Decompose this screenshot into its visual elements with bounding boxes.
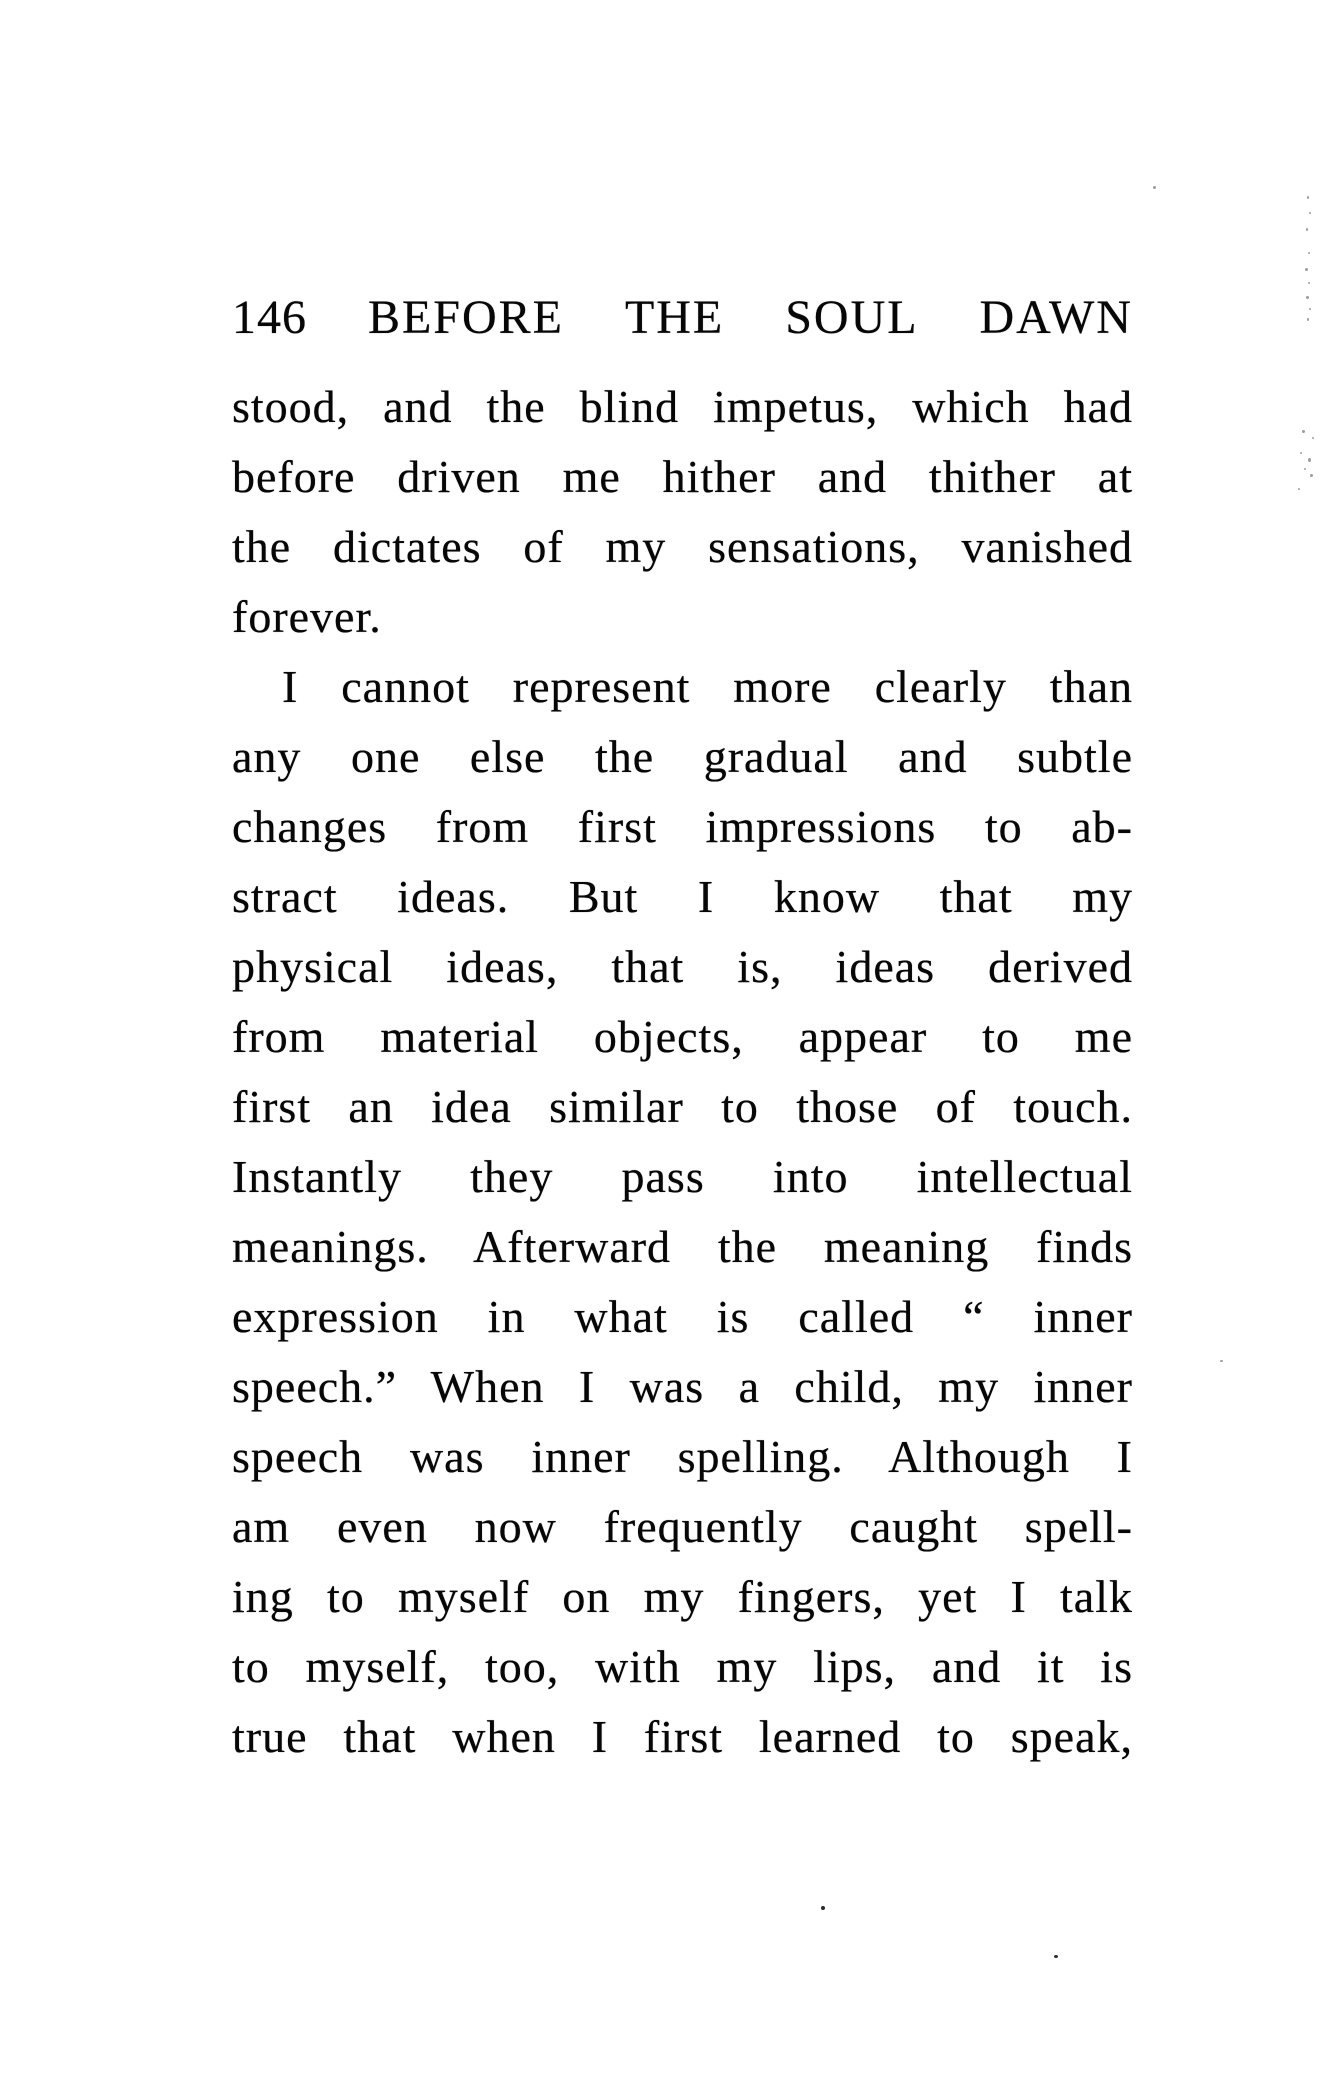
text-line: I cannot represent more clearly than xyxy=(282,661,1133,712)
scan-speck xyxy=(1307,318,1309,321)
text-line: first an idea similar to those of touch. xyxy=(232,1081,1133,1132)
scan-speck xyxy=(1309,308,1311,310)
text-line: from material objects, appear to me xyxy=(232,1011,1133,1062)
running-title-word: DAWN xyxy=(979,291,1133,344)
text-line: expression in what is called “ inner xyxy=(232,1291,1133,1342)
scan-speck xyxy=(1310,474,1313,477)
scan-speck xyxy=(1308,458,1311,462)
text-line: any one else the gradual and subtle xyxy=(232,731,1133,782)
text-line: true that when I first learned to speak, xyxy=(232,1711,1133,1762)
scan-speck xyxy=(1304,468,1306,470)
scan-speck xyxy=(1308,252,1310,254)
running-title-word: BEFORE xyxy=(367,291,564,344)
scan-speck xyxy=(1312,437,1314,439)
page-number: 146 xyxy=(232,291,307,344)
scan-speck xyxy=(1309,212,1311,214)
text-line: the dictates of my sensations, vanished xyxy=(232,521,1133,572)
text-line: Instantly they pass into intellectual xyxy=(232,1151,1133,1202)
running-title-word: SOUL xyxy=(785,291,919,344)
text-line: speech.” When I was a child, my inner xyxy=(232,1361,1133,1412)
text-line: ing to myself on my fingers, yet I talk xyxy=(232,1571,1133,1622)
scan-speck xyxy=(1054,1955,1058,1958)
text-line: stract ideas. But I know that my xyxy=(232,871,1133,922)
scan-speck xyxy=(1307,196,1309,199)
scan-speck xyxy=(1308,282,1310,284)
page-header xyxy=(232,293,1133,343)
scan-speck xyxy=(1300,452,1302,454)
scan-speck xyxy=(821,1906,825,1910)
scan-speck xyxy=(1305,268,1308,271)
text-line: changes from first impressions to ab- xyxy=(232,801,1133,852)
scan-speck xyxy=(1306,296,1309,299)
text-line: before driven me hither and thither at xyxy=(232,451,1133,502)
scan-speck xyxy=(1153,186,1156,189)
text-line: stood, and the blind impetus, which had xyxy=(232,381,1133,432)
scan-speck xyxy=(1298,488,1300,490)
text-line: forever. xyxy=(232,591,382,642)
scan-speck xyxy=(1220,1360,1223,1362)
scan-speck xyxy=(1302,430,1305,433)
running-title-word: THE xyxy=(624,291,725,344)
page-text-block xyxy=(232,372,1133,1772)
text-line: am even now frequently caught spell- xyxy=(232,1501,1133,1552)
scan-speck xyxy=(1306,228,1308,231)
text-line: speech was inner spelling. Although I xyxy=(232,1431,1133,1482)
text-line: meanings. Afterward the meaning finds xyxy=(232,1221,1133,1272)
text-line: to myself, too, with my lips, and it is xyxy=(232,1641,1133,1692)
text-line: physical ideas, that is, ideas derived xyxy=(232,941,1133,992)
